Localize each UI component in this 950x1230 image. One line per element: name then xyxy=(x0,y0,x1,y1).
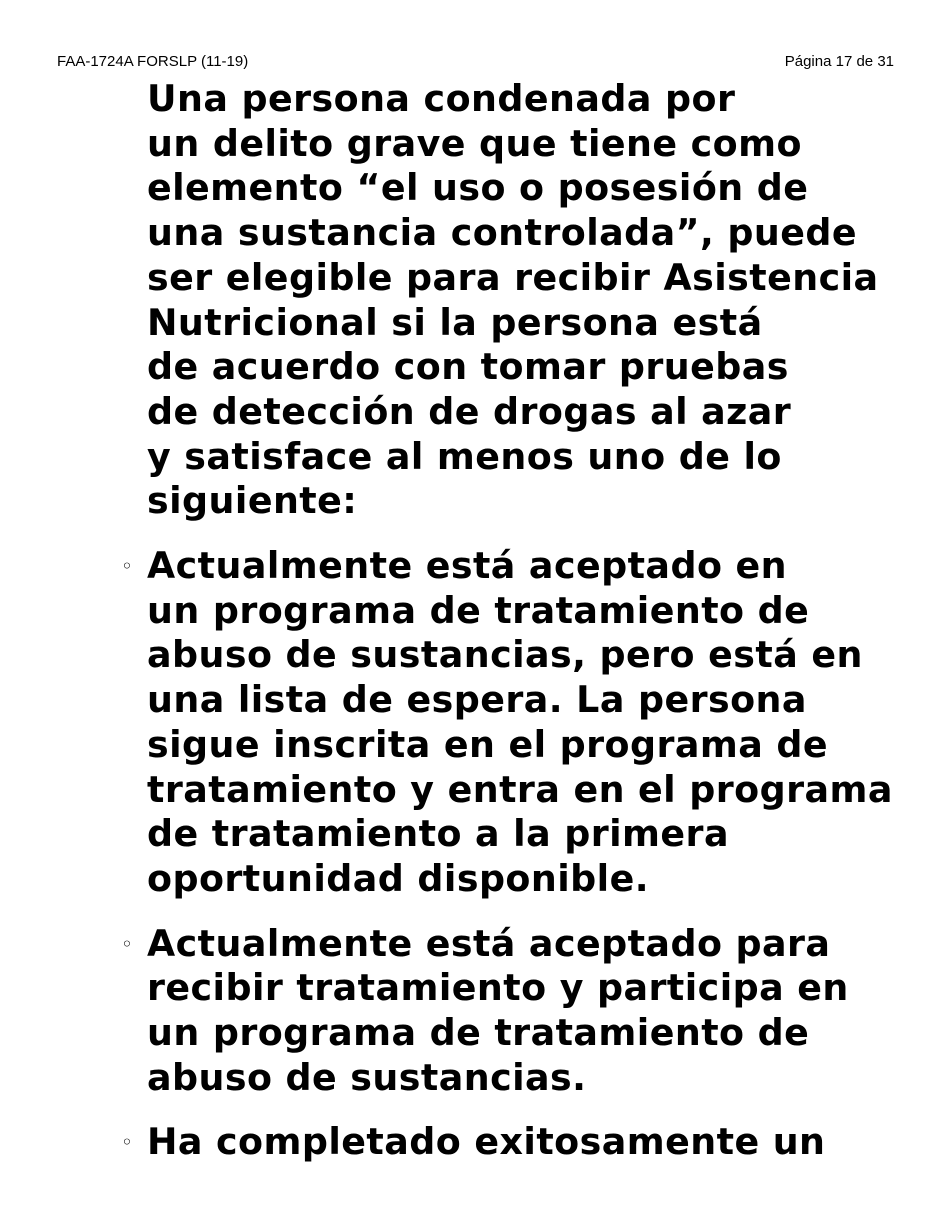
page-number: Página 17 de 31 xyxy=(784,53,894,70)
bullet-line: Ha completado exitosamente un xyxy=(147,1120,826,1164)
intro-line: un delito grave que tiene como xyxy=(147,121,802,165)
bullet-line: un programa de tratamiento de xyxy=(147,1011,810,1055)
intro-line: una sustancia controlada”, puede xyxy=(147,211,858,255)
intro-line: de detección de drogas al azar xyxy=(147,389,792,433)
intro-line: elemento “el uso o posesión de xyxy=(147,166,809,210)
bullet-line: recibir tratamiento y participa en xyxy=(147,966,849,1010)
bullet-line: sigue inscrita en el programa de xyxy=(147,722,828,766)
intro-line: de acuerdo con tomar pruebas xyxy=(147,345,789,389)
form-id: FAA-1724A FORSLP (11-19) xyxy=(57,53,249,70)
bullet-line: una lista de espera. La persona xyxy=(147,678,807,722)
intro-paragraph xyxy=(147,77,927,524)
bullet-circle-icon: ◦ xyxy=(121,1130,134,1155)
bullet-line: Actualmente está aceptado para xyxy=(147,921,831,965)
bullet-line: tratamiento y entra en el programa xyxy=(147,767,893,811)
bullet-line: oportunidad disponible. xyxy=(147,856,649,900)
criteria-item-waiting-list xyxy=(121,544,927,902)
criteria-list xyxy=(121,544,927,1165)
intro-line: y satisface al menos uno de lo xyxy=(147,434,782,478)
intro-line: Una persona condenada por xyxy=(147,77,736,120)
bullet-line: un programa de tratamiento de xyxy=(147,588,810,632)
bullet-line: Actualmente está aceptado en xyxy=(147,544,788,588)
document-body xyxy=(121,77,927,1185)
criteria-item-in-treatment xyxy=(121,921,927,1101)
intro-line: siguiente: xyxy=(147,479,358,523)
bullet-circle-icon: ◦ xyxy=(121,554,134,579)
criteria-item-completed xyxy=(121,1120,927,1165)
intro-line: ser elegible para recibir Asistencia xyxy=(147,255,879,299)
bullet-line: abuso de sustancias. xyxy=(147,1055,587,1099)
bullet-line: de tratamiento a la primera xyxy=(147,812,729,856)
intro-line: Nutricional si la persona está xyxy=(147,300,763,344)
bullet-circle-icon: ◦ xyxy=(121,931,134,956)
bullet-line: abuso de sustancias, pero está en xyxy=(147,633,863,677)
